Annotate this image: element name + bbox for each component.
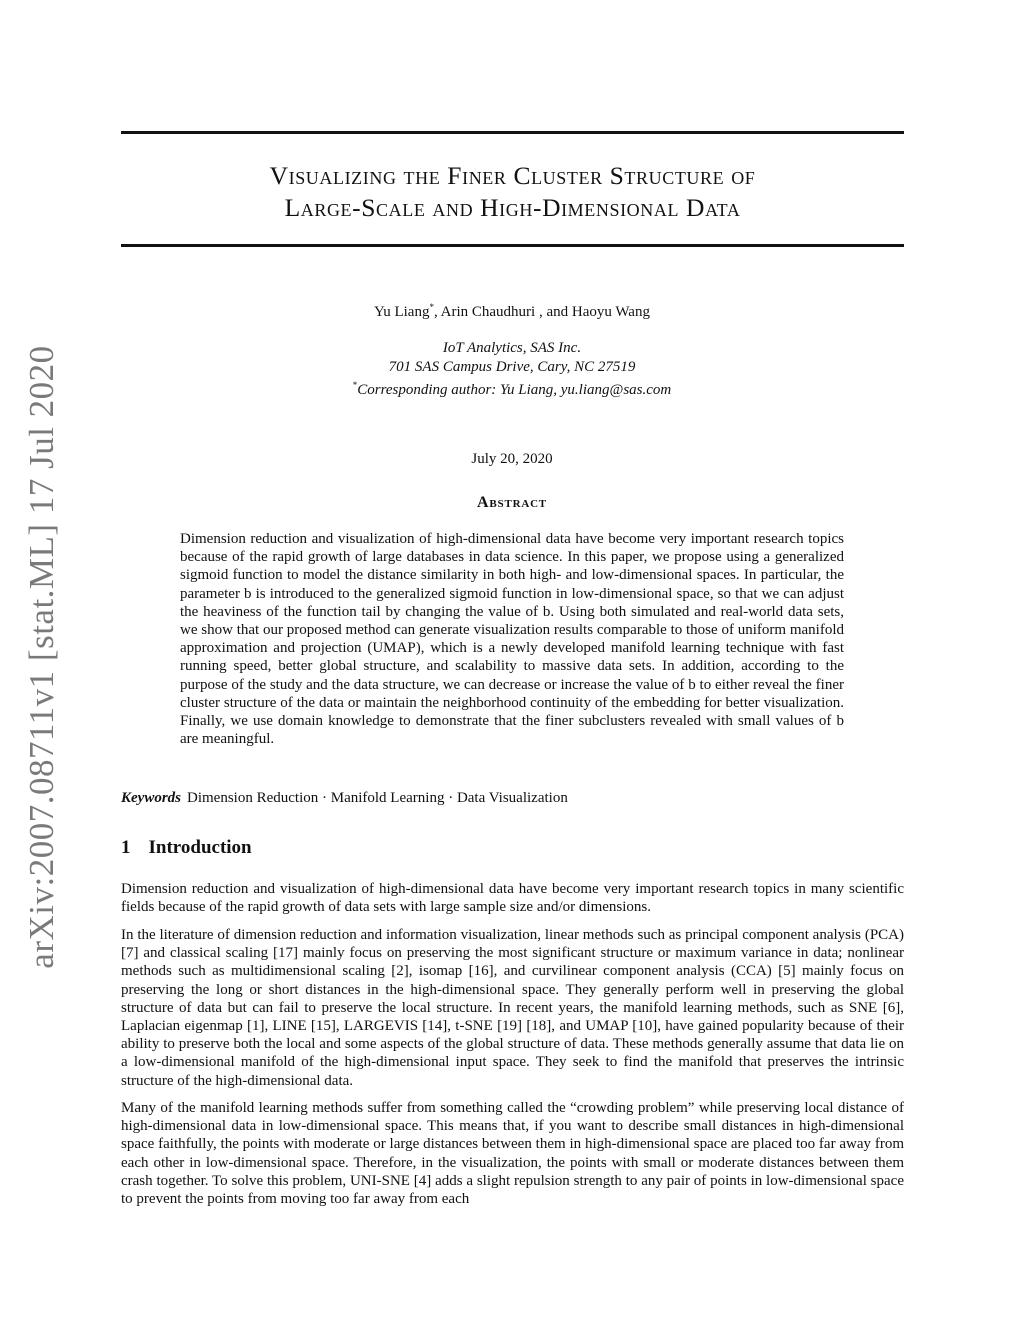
intro-paragraph-2: In the literature of dimension reduction and information visualization, linear methods such as principal component analysis (PCA) [7] and classical scaling [17] mainly focus on preserving the most significant structure or maximum variance in data; nonlinear methods such as multidimensional scaling [2], isomap [16], and curvilinear component analysis (CCA) [5] mainly focus on preserving the long or short distances in the high-dimensional space. They generally perform well in preserving the global structure of data but can fail to preserve the local structure. In recent years, the manifold learning methods, such as SNE [6], Laplacian eigenmap [1], LINE [15], LARGEVIS [14], t-SNE [19] [18], and UMAP [10], have gained popularity because of their ability to preserve both the local and some aspects of the global structure of data. These methods generally assume that data lie on a low-dimensional manifold of the high-dimensional input space. They seek to find the manifold that preserves the intrinsic structure of the high-dimensional data.	[121, 927, 904, 1089]
abstract-heading: Abstract	[477, 494, 547, 511]
section-number: 1	[121, 837, 131, 858]
corresponding-mark: *	[352, 380, 358, 390]
arxiv-identifier-stamp: arXiv:2007.08711v1 [stat.ML] 17 Jul 2020	[22, 345, 61, 969]
paper-title	[121, 160, 904, 224]
corresponding-author-text: Corresponding author: Yu Liang, yu.liang@sas.com	[357, 382, 672, 398]
title-top-rule	[121, 131, 904, 134]
corresponding-author	[0, 376, 1024, 400]
keywords-label: Keywords	[121, 790, 181, 806]
author-rest: , Arin Chaudhuri , and Haoyu Wang	[433, 304, 650, 320]
abstract-text: Dimension reduction and visualization of high-dimensional data have become very important research topics because of the rapid growth of large databases in data science. In this paper, we propose using a generalized sigmoid function to model the distance similarity in both high- and low-dimensional spaces. In particular, the parameter b is introduced to the generalized sigmoid function in low-dimensional space, so that we can adjust the heaviness of the function tail by changing the value of b. Using both simulated and real-world data sets, we show that our proposed method can generate visualization results comparable to those of uniform manifold approximation and projection (UMAP), which is a newly developed manifold learning technique with fast running speed, better global structure, and scalability to massive data sets. In addition, according to the purpose of the study and the data structure, we can decrease or increase the value of b to either reveal the finer cluster structure of the data or maintain the neighborhood continuity of the embedding for better visualization. Finally, we use domain knowledge to demonstrate that the finer subclusters revealed with small values of b are meaningful.	[180, 531, 844, 748]
section-title: Introduction	[148, 837, 252, 858]
affiliation-address: 701 SAS Campus Drive, Cary, NC 27519	[388, 358, 636, 375]
affiliation-org: IoT Analytics, SAS Inc.	[442, 340, 582, 356]
keywords-line	[121, 790, 904, 807]
intro-paragraph-1: Dimension reduction and visualization of high-dimensional data have become very important research topics in many scientific fields because of the rapid growth of data sets with large sample size and/or dimensions.	[121, 881, 904, 916]
section-heading-introduction	[121, 837, 252, 859]
keywords-text: Dimension Reduction · Manifold Learning · Data Visualization	[187, 790, 568, 806]
title-line-2: Large-Scale and High-Dimensional Data	[284, 193, 741, 222]
title-bottom-rule	[121, 244, 904, 247]
paper-date: July 20, 2020	[471, 451, 553, 467]
intro-paragraph-3: Many of the manifold learning methods suffer from something called the “crowding problem” while preserving local distance of high-dimensional data in low-dimensional space. This means that, if you want to describe small distances in high-dimensional space faithfully, the points with moderate or large distances between them in high-dimensional space are placed too far away from each other in low-dimensional space. Therefore, in the visualization, the points with small or moderate distances between them crash together. To solve this problem, UNI-SNE [4] adds a slight repulsion strength to any pair of points in low-dimensional space to prevent the points from moving too far away from each	[121, 1100, 904, 1208]
affiliation-block	[0, 339, 1024, 400]
author-first: Yu Liang	[374, 304, 430, 320]
author-corresponding-mark: *	[429, 302, 434, 312]
author-list	[0, 302, 1024, 321]
title-line-1: Visualizing the Finer Cluster Structure of	[269, 161, 756, 190]
